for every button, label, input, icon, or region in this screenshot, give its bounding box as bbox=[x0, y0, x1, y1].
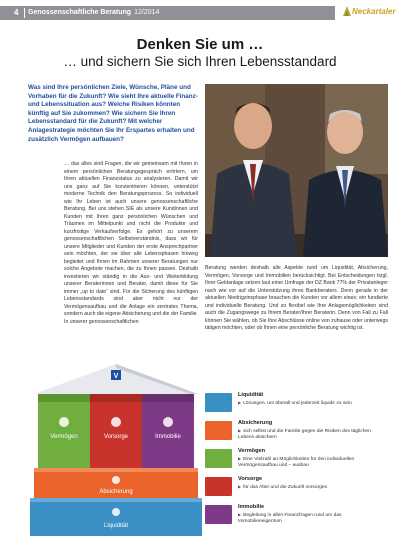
legend-item-vorsorge bbox=[205, 475, 388, 499]
absicherung-legend-icon bbox=[205, 421, 232, 440]
base-liquiditaet bbox=[30, 498, 202, 536]
pillar-vorsorge-top bbox=[90, 394, 142, 402]
pillar-label-immobilie: Immobilie bbox=[155, 434, 181, 440]
roof-logo-text: V bbox=[113, 373, 119, 380]
body-text-right: Beratung werden deshalb alle Aspekte rund um Liquidität, Absicherung, Vermögen, Vorsorge und Immobilien berücksichtigt. Bei Entscheidungen bzgl. Ihrer Geldanlage setzen laut einer Umfrage der DZ Bank 77% der Privatanleger nach wie vor auf die Unterstützung ihres Bankberaters. Denn gerade in der aktuellen Niedrigzinsphase brauchen die Kunden vor allem eines: ein fundierte und individuelle Beratung. Und so flexibel wie Ihre Anlagemöglichkeiten sind auch die Zugangswege zu Ihrem Berater/Ihrer Beraterin. Denn von Fall zu Fall können Sie wählen, ob Sie Ihre Abschlüsse online von zuhause oder unterwegs tätigen möchten, oder ob Ihnen eine persönliche Beratung wichtig ist. bbox=[205, 265, 388, 331]
legend-title: Vermögen bbox=[238, 448, 266, 454]
headline: Denken Sie um … bbox=[136, 36, 264, 53]
pillar-vermoegen bbox=[38, 394, 90, 468]
header-separator bbox=[24, 8, 25, 18]
section-title bbox=[28, 6, 159, 20]
legend-item-liquiditaet bbox=[205, 391, 388, 415]
photo-illustration bbox=[205, 84, 388, 257]
legend-item-vermoegen bbox=[205, 447, 388, 471]
band-absicherung-top bbox=[34, 468, 198, 472]
advisors-photo bbox=[205, 84, 388, 257]
pillar-immobilie bbox=[142, 394, 194, 468]
base-liquiditaet-top bbox=[30, 498, 202, 502]
liquiditaet-icon bbox=[112, 508, 120, 516]
legend-text: ▶ Lösungen, um überall und jederzeit liquide zu sein bbox=[238, 400, 386, 407]
finance-house-graphic bbox=[30, 360, 202, 538]
section-name: Genossenschaftliche Beratung bbox=[28, 9, 132, 16]
vermoegen-icon bbox=[59, 417, 69, 427]
base-label: Liquidität bbox=[103, 523, 129, 529]
pillar-immobilie-top bbox=[142, 394, 194, 402]
page-header bbox=[0, 0, 400, 22]
band-label: Absicherung bbox=[99, 489, 133, 495]
vorsorge-legend-icon bbox=[205, 477, 232, 496]
immobilie-legend-icon bbox=[205, 505, 232, 524]
legend-title: Vorsorge bbox=[238, 476, 263, 482]
legend-item-immobilie bbox=[205, 503, 388, 527]
page-number: 4 bbox=[14, 8, 19, 17]
pillar-vorsorge bbox=[90, 394, 142, 468]
brand-logo bbox=[340, 3, 396, 21]
issue-date: 12/2014 bbox=[134, 9, 160, 16]
legend-text: ▶ für das Alter und die Zukunft vorsorgen bbox=[238, 484, 386, 491]
legend-item-absicherung bbox=[205, 419, 388, 443]
legend-title: Liquidität bbox=[238, 392, 264, 398]
intro-paragraph: Was sind Ihre persönlichen Ziele, Wünsche, Pläne und Vorhaben für die Zukunft? Wie sieht Ihre aktuelle Finanz- und Lebenssituation aus? Welche Risiken könnten künftig auf Sie zukommen? Wie sichern Sie Ihren Lebensstandard für die Zukunft? Mit welcher Anlagestrategie möchten Sie Ihr Erspartes erhalten und zusätzlich Vermögen aufbauen? bbox=[28, 84, 198, 143]
vermoegen-legend-icon bbox=[205, 449, 232, 468]
subheadline: … und sichern Sie sich Ihren Lebensstandard bbox=[63, 54, 337, 69]
body-text-left: … das alles sind Fragen, die wir gemeinsam mit Ihnen in einem persönlichen Beratungsgespräch erörtern, um Ihren aktuellen Finanzstatus zu analysieren. Damit wir uns ganz auf Sie konzentrieren können, unterstützt moderne Technik den Beratungsprozess. So individuell wie Ihr Leben ist auch unsere genossenschaftliche Beratung. Bei uns stehen SIE als unsere Kundinnen und Kunden mit Ihren ganz persönlichen Wünschen und Träumen im Mittelpunkt und nicht die Produkte und kurzfristige Verkaufserfolge. Es gehört zu unserem genossenschaftlichen Selbstverständnis, dass wir für unsere Mitglieder und Kunden der erste Ansprechpartner sein möchten, der sie über alle Lebensphasen hinweg begleitet und Ihnen im Rahmen unserer Beratungen nur solche Angebote machen, die zu Ihnen passen. Deshalb investieren wir ständig in die Aus- und Weiterbildung unserer Beraterinnen und Berater, damit diese für Sie immer „up to date“ sind. Für die Sicherung des künftigen Lebensstandards sind aber nicht nur der Vermögensaufbau und die Anlage ein zentrales Thema, sondern auch die eigene Absicherung und die der Familie. In unserer genossenschaftlichen bbox=[64, 161, 198, 325]
legend-text: ▶ Eine Vielzahl an Möglichkeiten für den individuellen Vermögensaufbau und – ausbau bbox=[238, 456, 386, 469]
pillar-label-vorsorge: Vorsorge bbox=[103, 434, 129, 440]
pillar-vermoegen-top bbox=[38, 394, 90, 402]
legend-text: ▶ Begleitung in allen Finanzfragen rund um das Immobilieneigentum bbox=[238, 512, 386, 525]
legend-title: Absicherung bbox=[238, 420, 273, 426]
immobilie-icon bbox=[163, 417, 173, 427]
pillar-label-vermoegen: Vermögen bbox=[50, 434, 78, 440]
absicherung-icon bbox=[112, 476, 120, 484]
legend-text: ▶ sich selbst und die Familie gegen die Risiken des täglichen Lebens absichern bbox=[238, 428, 386, 441]
logo-text: Neckartaler bbox=[352, 7, 396, 16]
logo-icon bbox=[342, 5, 352, 17]
legend-title: Immobilie bbox=[238, 504, 265, 510]
liquiditaet-legend-icon bbox=[205, 393, 232, 412]
vorsorge-icon bbox=[111, 417, 121, 427]
